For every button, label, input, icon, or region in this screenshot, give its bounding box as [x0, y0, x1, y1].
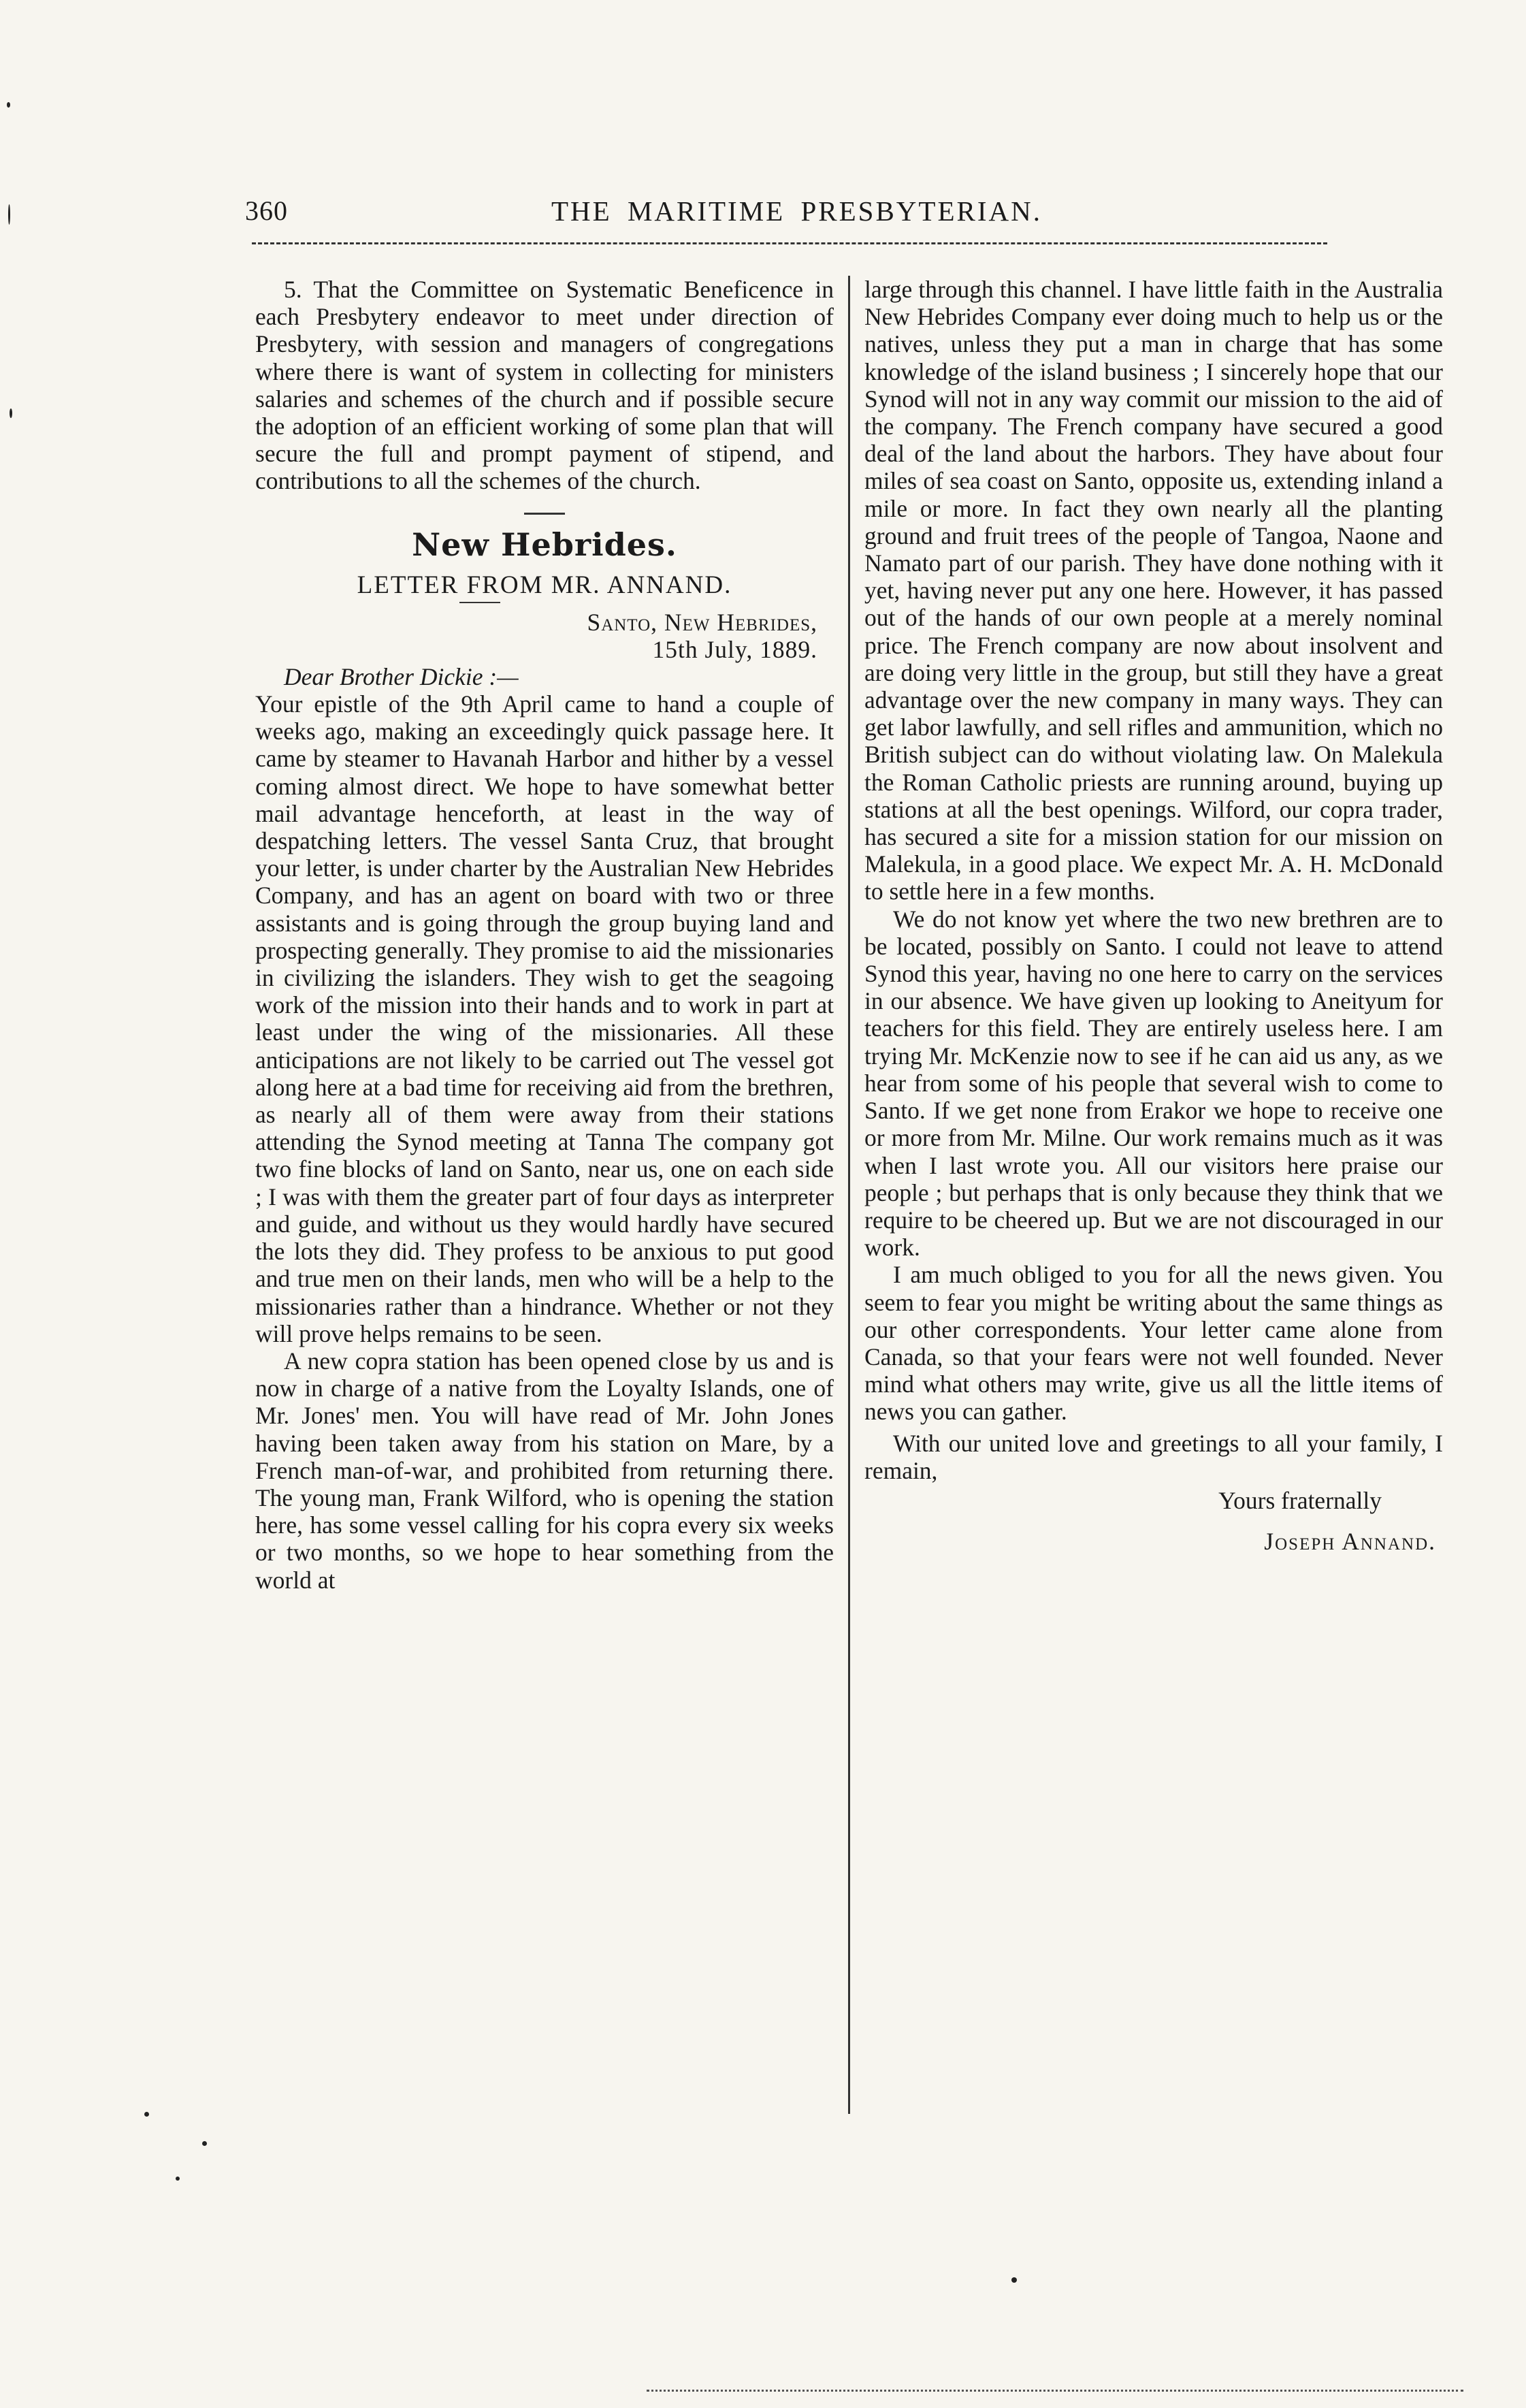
dateline-place: Santo, New Hebrides,	[587, 608, 817, 636]
column-divider	[848, 276, 850, 2114]
scan-speck	[144, 2112, 149, 2117]
letter-closing: Yours fraternally	[1218, 1486, 1382, 1514]
letter-signature: Joseph Annand.	[1264, 1528, 1436, 1556]
letter-paragraph: A new copra station has been opened close by us and is now in charge of a native from the Loyalty Islands, one of Mr. Jones' men. You will have read of Mr. John Jones having been taken away from his station on Mare, by a French man-of-war, and prohibited from returning there. The young man, Frank Wilford, who is opening the station here, has some vessel calling for his copra every six weeks or two months, so we hope to hear something from the world at	[255, 1347, 834, 1594]
left-column	[255, 276, 834, 1594]
scan-speck	[202, 2141, 207, 2146]
page-header	[245, 195, 1363, 236]
letter-paragraph: With our united love and greetings to all your family, I remain,	[864, 1429, 1443, 1484]
publication-title: THE MARITIME PRESBYTERIAN.	[551, 195, 1042, 227]
article-title: LETTER FROM MR. ANNAND.	[357, 571, 732, 599]
scan-speck	[8, 204, 10, 225]
letter-paragraph: We do not know yet where the two new brethren are to be located, possibly on Santo. I could not leave to attend Synod this year, having no one here to carry on the services in our absence. We have given up looking to Aneityum for teachers for this field. They are entirely useless here. I am trying Mr. McKenzie now to see if he can aid us any, as we hear from some of his people that several wish to come to Santo. If we get none from Erakor we hope to receive one or more from Mr. Milne. Our work remains much as it was when I last wrote you. All our visitors here praise our people ; but perhaps that is only because they think that we require to be cheered up. But we are not discouraged in our work.	[864, 905, 1443, 1262]
scan-speck	[176, 2177, 180, 2181]
header-divider	[252, 242, 1327, 244]
dateline-date: 15th July, 1889.	[652, 635, 817, 663]
bottom-edge-marks	[647, 2390, 1463, 2392]
letter-paragraph: I am much obliged to you for all the news given. You seem to fear you might be writing about the same things as our other correspondents. Your letter came alone from Canada, so that your fears were not well founded. Never mind what others may write, give us all the little items of news you can gather.	[864, 1261, 1443, 1426]
section-heading: New Hebrides.	[412, 526, 677, 563]
dateline	[255, 609, 834, 663]
resolution-paragraph: 5. That the Committee on Systematic Beneficence in each Presbytery endeavor to meet under direction of Presbytery, with session and managers of congregations where there is want of system in collecting for ministers salaries and schemes of the church and if possible secure the adoption of an efficient working of some plan that will secure the full and prompt payment of stipend, and contributions to all the schemes of the church.	[255, 276, 834, 495]
letter-paragraph-continued: large through this channel. I have little faith in the Australia New Hebrides Company ever doing much to help us or the natives, unless they put a man in charge that has some knowledge of the island business ; I sincerely hope that our Synod will not in any way commit our mission to the aid of the company. The French company have secured a good deal of the land about the harbors. They have about four miles of sea coast on Santo, opposite us, extending inland a mile or more. In fact they own nearly all the planting ground and fruit trees of the people of Tangoa, Naone and Namato part of our parish. They have done nothing with it yet, having never put any one here. However, it has passed out of the hands of our own people at a merely nominal price. The French company are now about insolvent and are doing very little in the group, but still they have a great advantage over the new company in many ways. They can get labor lawfully, and sell rifles and ammunition, which no British subject can do without violating law. On Malekula the Roman Catholic priests are running around, buying up stations at all the best openings. Wilford, our copra trader, has secured a site for a mission station for our mission on Malekula, in a good place. We expect Mr. A. H. McDonald to settle here in a few months.	[864, 276, 1443, 905]
scan-speck	[7, 102, 10, 108]
salutation: Dear Brother Dickie :—	[284, 662, 519, 690]
title-divider	[459, 602, 500, 603]
scan-speck	[10, 408, 12, 418]
page-number: 360	[245, 195, 288, 226]
section-divider	[524, 513, 565, 515]
right-column	[864, 276, 1443, 1555]
scan-speck	[1011, 2277, 1017, 2283]
letter-paragraph: Your epistle of the 9th April came to hand a couple of weeks ago, making an exceedingly quick passage here. It came by steamer to Havanah Harbor and hither by a vessel coming almost direct. We hope to have somewhat better mail advantage henceforth, at least in the way of despatching letters. The vessel Santa Cruz, that brought your letter, is under charter by the Australian New Hebrides Company, and has an agent on board with two or three assistants and is going through the group buying land and prospecting generally. They promise to aid the missionaries in civilizing the islanders. They wish to get the seagoing work of the mission into their hands and to work in part at least under the wing of the missionaries. All these anticipations are not likely to be carried out The vessel got along here at a bad time for receiving aid from the brethren, as nearly all of them were away from their stations attending the Synod meeting at Tanna The company got two fine blocks of land on Santo, near us, one on each side ; I was with them the greater part of four days as interpreter and guide, and without us they would hardly have secured the lots they did. They profess to be anxious to put good and true men on their lands, men who will be a help to the missionaries rather than a hindrance. Whether or not they will prove helps remains to be seen.	[255, 690, 834, 1347]
